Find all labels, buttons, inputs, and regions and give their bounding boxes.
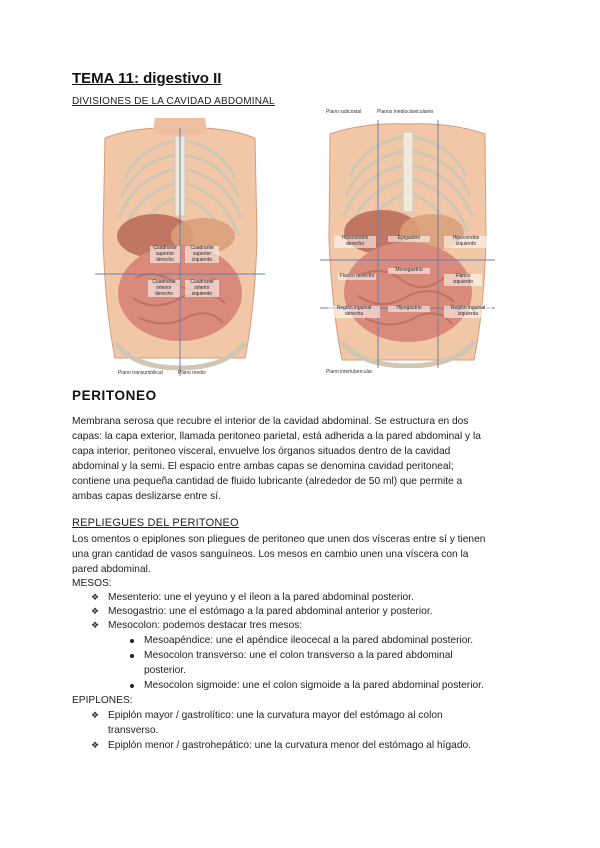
regions-figure: [320, 120, 495, 368]
epiplones-item-cont: transverso.: [108, 725, 159, 736]
quadrant-label-inf-izq: Cuadrante inferior izquierdo: [185, 280, 219, 297]
peritoneo-line: capas: la capa exterior, llamada peritoneo parietal, está adherida a la pared abdominal y la: [72, 431, 481, 442]
repliegues-intro-line: Los omentos o epiplones son pliegues de peritoneo que unen dos vísceras entre sí y tienen: [72, 534, 486, 545]
quadrant-label-inf-der: Cuadrante inferior derecho: [148, 280, 180, 297]
diamond-bullet-icon: ❖: [91, 740, 100, 750]
region-flanco-izquierdo: Flanco izquierdo: [444, 274, 482, 286]
section-subtitle: DIVISIONES DE LA CAVIDAD ABDOMINAL: [72, 96, 275, 107]
region-hipogastrio: Hipogastrio: [388, 306, 430, 312]
region-inguinal-izquierda: Región inguinal izquierda: [444, 306, 492, 318]
quadrant-label-sup-izq: Cuadrante superior izquierdo: [185, 246, 219, 263]
label-plano-subcostal: Plano subcostal: [326, 109, 362, 115]
mesos-label: MESOS:: [72, 578, 112, 589]
epiplones-label: EPIPLONES:: [72, 695, 133, 706]
quadrants-figure: [95, 118, 265, 380]
peritoneo-line: contiene una pequeña cantidad de fluido lubricante (alrededor de 50 ml) que permite a: [72, 476, 463, 487]
region-mesogastrio: Mesogastrio: [388, 268, 430, 274]
diamond-bullet-icon: ❖: [91, 710, 100, 720]
peritoneo-line: Membrana serosa que recubre el interior de la cavidad abdominal. Se estructura en dos: [72, 416, 469, 427]
diamond-bullet-icon: ❖: [91, 620, 100, 630]
peritoneo-title: PERITONEO: [72, 388, 157, 403]
quadrant-label-sup-der: Cuadrante superior derecho: [150, 246, 180, 263]
dot-bullet-icon: [130, 684, 134, 688]
mesos-item: Mesogastrio: une el estómago a la pared abdominal anterior y posterior.: [108, 606, 433, 617]
label-plano-medio: Plano medio: [178, 370, 206, 376]
repliegues-intro-line: pared abdominal.: [72, 564, 151, 575]
diamond-bullet-icon: ❖: [91, 592, 100, 602]
label-plano-transumbilical: Plano transumbilical: [118, 370, 163, 376]
repliegues-intro-line: una gran cantidad de vasos sanguíneos. Los mesos en cambio unen una víscera con la: [72, 549, 469, 560]
peritoneo-line: capa interior, peritoneo visceral, envuelve los órganos situados dentro de la cavidad: [72, 446, 451, 457]
torso-illustration-left: [95, 118, 265, 380]
label-plano-intertubercular: Plano intertubercular: [326, 369, 373, 375]
dot-bullet-icon: [130, 639, 134, 643]
repliegues-title: REPLIEGUES DEL PERITONEO: [72, 517, 239, 529]
epiplones-item: Epiplón menor / gastrohepático: une la curvatura menor del estómago al hígado.: [108, 740, 472, 751]
diamond-bullet-icon: ❖: [91, 606, 100, 616]
label-planos-medioclaviculares: Planos medioclaviculares: [377, 109, 434, 115]
epiplones-item: Epiplón mayor / gastrolítico: une la curvatura mayor del estómago al colon: [108, 710, 443, 721]
peritoneo-line: ambas capas deslizarse entre sí.: [72, 491, 221, 502]
mesos-item: Mesenterio: une el yeyuno y el íleon a la pared abdominal posterior.: [108, 592, 414, 603]
region-inguinal-derecha: Región inguinal derecha: [328, 306, 380, 318]
page-title: TEMA 11: digestivo II: [72, 70, 222, 87]
mesocolon-item: Mesocolon sigmoide: une el colon sigmoide a la pared abdominal posterior.: [144, 680, 484, 691]
dot-bullet-icon: [130, 654, 134, 658]
region-hipocondrio-derecho: Hipocondrio derecho: [334, 236, 376, 248]
mesocolon-item: Mesocolon transverso: une el colon transverso a la pared abdominal: [144, 650, 453, 661]
region-epigastrio: Epigastrio: [388, 236, 430, 242]
peritoneo-paragraph: [72, 414, 532, 504]
peritoneo-line: abdominal y la semi. El espacio entre ambas capas se denomina cavidad peritoneal;: [72, 461, 454, 472]
region-flanco-derecho: Flanco derecho: [339, 273, 375, 279]
mesos-item: Mesocolon: podemos destacar tres mesos:: [108, 620, 303, 631]
region-hipocondrio-izquierdo: Hipocondrio izquierdo: [444, 236, 488, 248]
mesocolon-item: Mesoapéndice: une el apéndice ileocecal a la pared abdominal posterior.: [144, 635, 474, 646]
mesocolon-item-cont: posterior.: [144, 665, 186, 676]
